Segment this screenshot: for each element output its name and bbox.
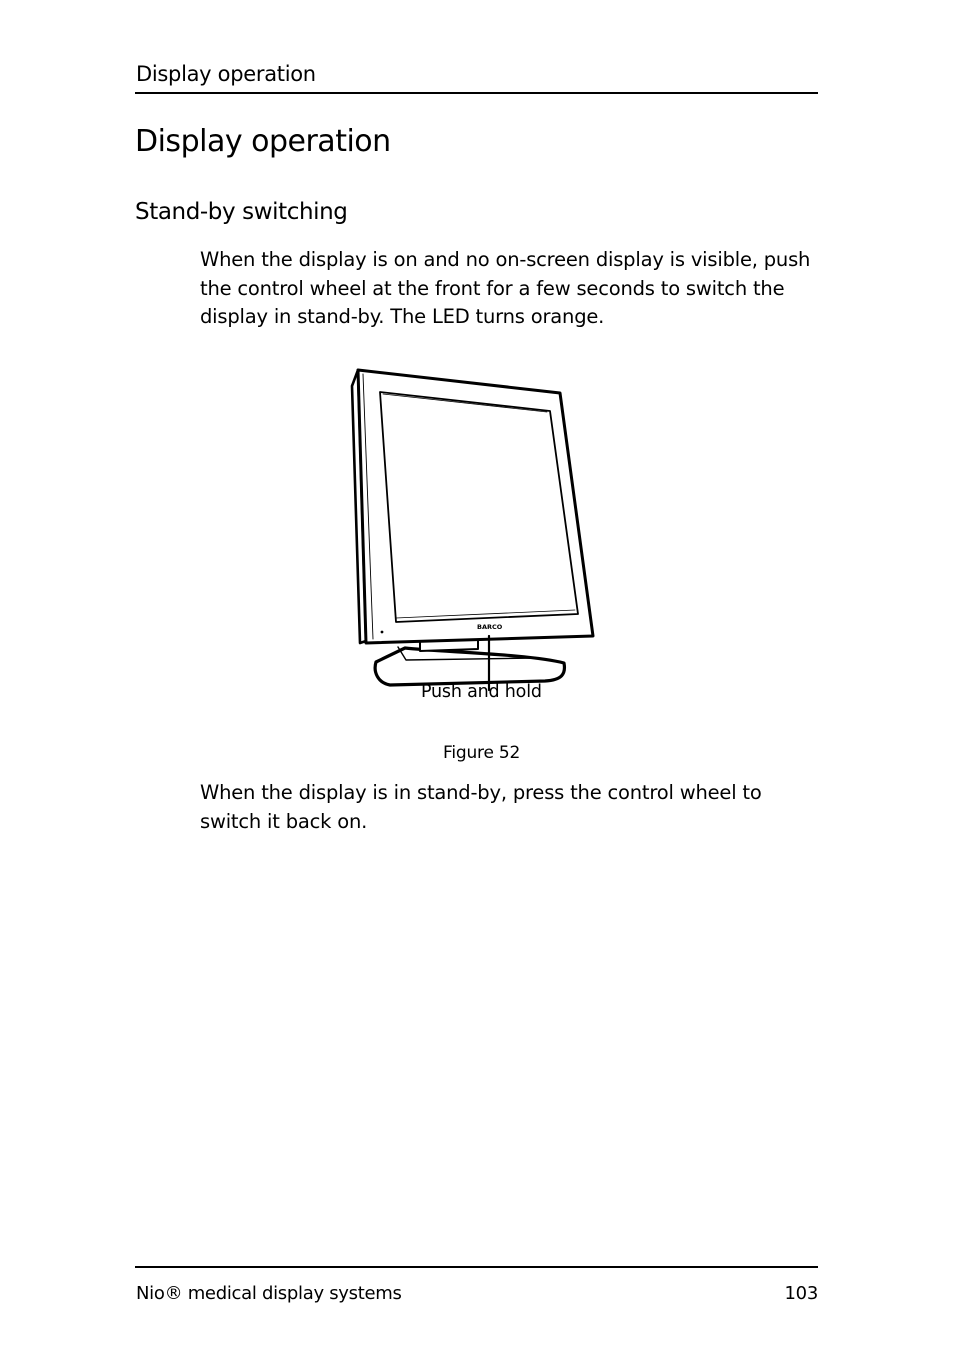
page-number: 103 (784, 1283, 818, 1304)
section-title: Display operation (135, 124, 391, 159)
footer-rule (135, 1266, 818, 1268)
brand-logo: BARCO (477, 623, 503, 631)
stand-base (375, 648, 564, 685)
paragraph-wake: When the display is in stand-by, press the control wheel to switch it back on. (200, 781, 762, 833)
figure-caption: Figure 52 (443, 743, 521, 763)
monitor-illustration (340, 360, 620, 700)
footer-product: Nio® medical display systems (136, 1283, 402, 1304)
monitor-bezel (358, 370, 593, 643)
figure-callout: Push and hold (421, 682, 542, 702)
led-indicator (381, 631, 384, 634)
header-rule (135, 92, 818, 94)
running-header: Display operation (136, 62, 316, 86)
paragraph-standby: When the display is on and no on-screen display is visible, push the control wheel at the front for a few seconds to switch the display in stand-by. The LED turns orange. (200, 248, 811, 328)
subsection-title: Stand-by switching (135, 199, 348, 225)
